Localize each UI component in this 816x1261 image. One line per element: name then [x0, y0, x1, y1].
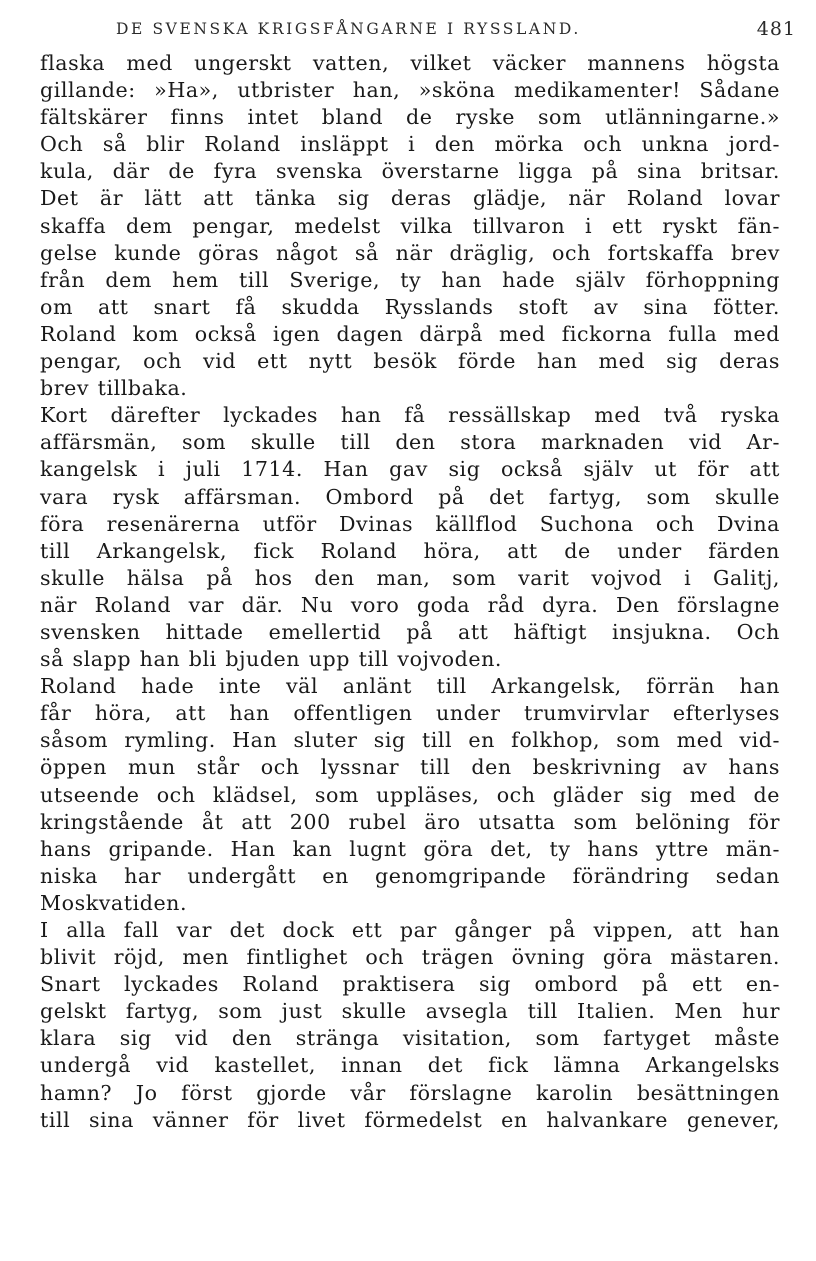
text-line: vara rysk affärsman. Ombord på det fartyg, som skulle — [40, 484, 780, 509]
text-line: Det är lätt att tänka sig deras glädje, när Roland lovar — [40, 186, 780, 211]
text-line: kringstående åt att 200 rubel äro utsatta som belöning för — [40, 809, 780, 834]
text-line: när Roland var där. Nu voro goda råd dyra. Den förslagne — [40, 592, 780, 617]
text-line: blivit röjd, men fintlighet och trägen övning göra mästaren. — [40, 945, 780, 970]
page-number: 481 — [756, 18, 796, 40]
text-line-paragraph-start: Kort därefter lyckades han få ressällskap med två ryska — [40, 403, 780, 428]
text-line-paragraph-end: Moskvatiden. — [40, 890, 188, 915]
text-line: klara sig vid den stränga visitation, som fartyget måste — [40, 1026, 780, 1051]
running-head — [116, 18, 796, 44]
text-line: gelse kunde göras något så när dräglig, och fortskaffa brev — [40, 240, 780, 265]
text-line: skulle hälsa på hos den man, som varit vojvod i Galitj, — [40, 565, 780, 590]
text-line: Snart lyckades Roland praktisera sig ombord på ett en- — [40, 972, 780, 997]
text-line: fältskärer finns intet bland de ryske som utlänningarne.» — [40, 105, 780, 130]
text-line: om att snart få skudda Rysslands stoft av sina fötter. — [40, 294, 780, 319]
text-line-paragraph-start: Roland hade inte väl anlänt till Arkangelsk, förrän han — [40, 674, 780, 699]
text-line: Roland kom också igen dagen därpå med fickorna fulla med — [40, 321, 780, 346]
text-line: Och så blir Roland insläppt i den mörka och unkna jord- — [40, 132, 780, 157]
text-line: till sina vänner för livet förmedelst en halvankare genever, — [40, 1107, 780, 1132]
text-line: kangelsk i juli 1714. Han gav sig också själv ut för att — [40, 457, 780, 482]
text-line: föra resenärerna utför Dvinas källflod Suchona och Dvina — [40, 511, 780, 536]
text-line: undergå vid kastellet, innan det fick lämna Arkangelsks — [40, 1053, 780, 1078]
text-line: niska har undergått en genomgripande förändring sedan — [40, 863, 780, 888]
text-line-paragraph-start: I alla fall var det dock ett par gånger på vippen, att han — [40, 918, 780, 942]
text-line: skaffa dem pengar, medelst vilka tillvaron i ett ryskt fän- — [40, 213, 780, 238]
text-line: gelskt fartyg, som just skulle avsegla till Italien. Men hur — [40, 999, 780, 1024]
text-line: till Arkangelsk, fick Roland höra, att de under färden — [40, 538, 780, 563]
text-line: utseende och klädsel, som uppläses, och gläder sig med de — [40, 782, 780, 807]
text-line-paragraph-end: brev tillbaka. — [40, 376, 188, 401]
text-line: flaska med ungerskt vatten, vilket väcker mannens högsta — [40, 51, 780, 75]
text-line-paragraph-end: så slapp han bli bjuden upp till vojvoden. — [40, 647, 502, 672]
text-line: pengar, och vid ett nytt besök förde han med sig deras — [40, 349, 780, 374]
text-line: från dem hem till Sverige, ty han hade själv förhoppning — [40, 267, 780, 292]
text-line: öppen mun står och lyssnar till den beskrivning av hans — [40, 755, 780, 780]
text-line: hamn? Jo först gjorde vår förslagne karolin besättningen — [40, 1080, 780, 1105]
text-line: får höra, att han offentligen under trumvirvlar efterlyses — [40, 701, 780, 726]
text-line: hans gripande. Han kan lugnt göra det, ty hans yttre män- — [40, 836, 780, 861]
text-line: såsom rymling. Han sluter sig till en folkhop, som med vid- — [40, 728, 780, 753]
text-line: gillande: »Ha», utbrister han, »sköna medikamenter! Sådane — [40, 78, 780, 103]
text-line: kula, där de fyra svenska överstarne ligga på sina britsar. — [40, 159, 780, 184]
running-title: DE SVENSKA KRIGSFÅNGARNE I RYSSLAND. — [116, 20, 581, 38]
text-line: affärsmän, som skulle till den stora marknaden vid Ar- — [40, 430, 780, 455]
text-line: svensken hittade emellertid på att häftigt insjukna. Och — [40, 619, 780, 644]
body-text — [40, 50, 780, 1134]
